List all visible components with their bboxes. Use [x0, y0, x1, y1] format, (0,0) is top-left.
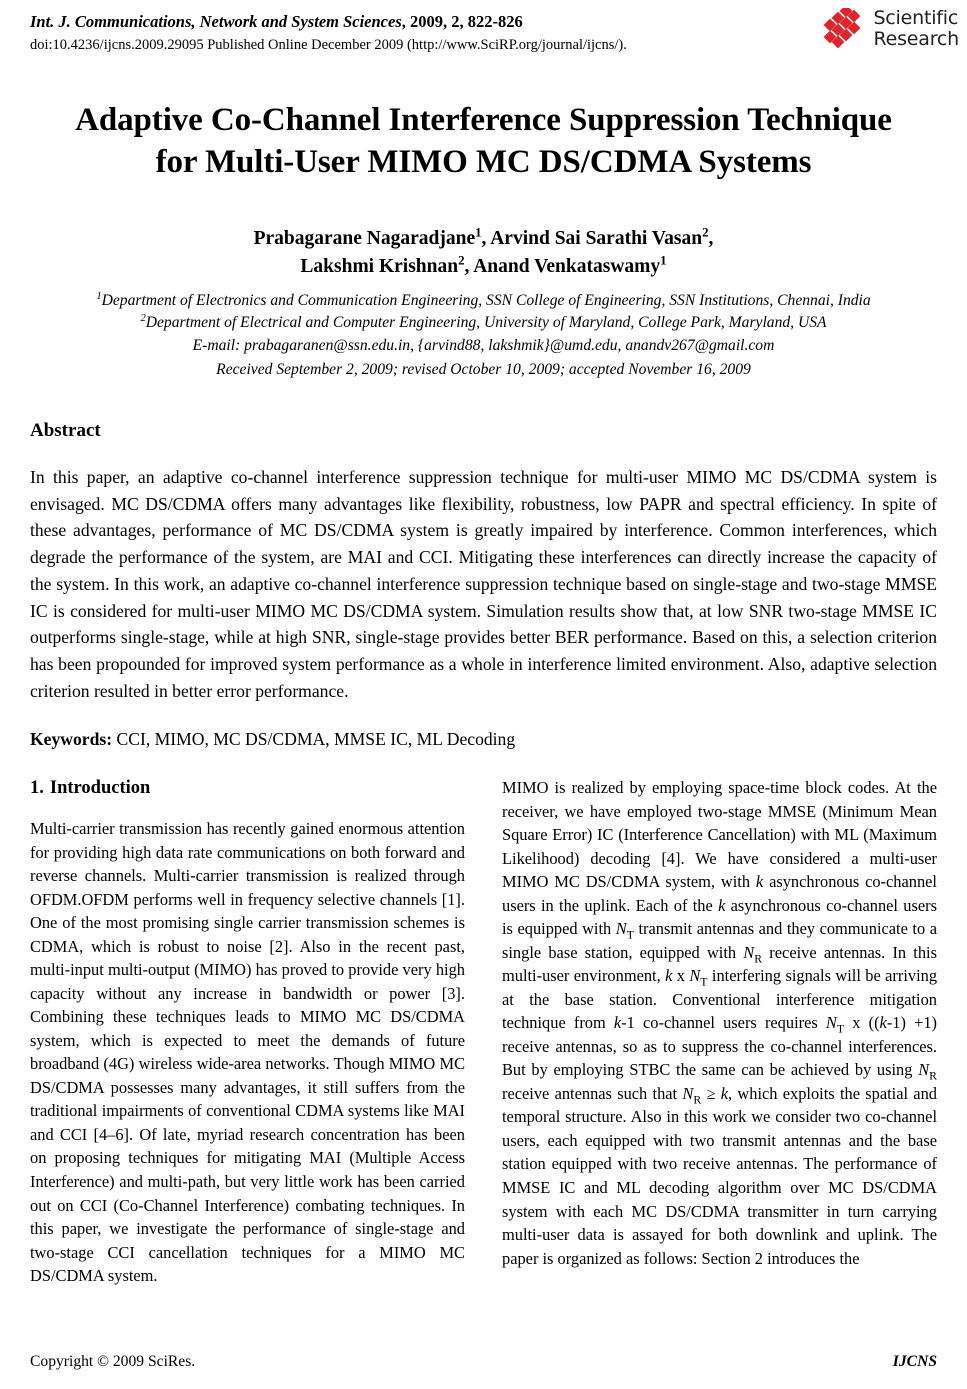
journal-citation-line [30, 11, 627, 33]
diamond-grid-icon [821, 8, 867, 52]
math-var-nt [615, 919, 634, 942]
math-var-subscript: T [700, 974, 708, 989]
keywords-label: Keywords: [30, 728, 113, 749]
paper-title [44, 100, 924, 183]
logo-line-scientific: Scientific [873, 7, 959, 29]
author-name: Lakshmi Krishnan [300, 255, 459, 277]
affiliation-2-text: Department of Electrical and Computer Engineering, University of Maryland, College Park, Maryland, USA [145, 314, 827, 332]
affiliation-1 [30, 290, 937, 313]
author-emails: E-mail: prabagaranen@ssn.edu.in, {arvind88, lakshmik}@umd.edu, anandv267@gmail.com [192, 336, 775, 354]
keywords-values: CCI, MIMO, MC DS/CDMA, MMSE IC, ML Decoding [112, 728, 516, 749]
intro-paragraph-right [502, 776, 937, 1270]
author-name: , Anand Venkataswamy [464, 255, 661, 277]
footer-copyright: Copyright © 2009 SciRes. [30, 1353, 196, 1370]
math-var-subscript: R [929, 1068, 937, 1083]
paper-title-line-1: Adaptive Co-Channel Interference Suppression Technique [75, 102, 892, 138]
section-title: Introduction [49, 777, 151, 798]
math-var-nt [825, 1013, 845, 1036]
author-list [30, 225, 937, 280]
received-dates: Received September 2, 2009; revised October 10, 2009; accepted November 16, 2009 [216, 361, 751, 379]
math-var-subscript: R [693, 1092, 702, 1107]
text-run: receive antennas such that [502, 1083, 683, 1103]
affiliation-2 [30, 312, 937, 335]
author-affiliation-marker: 2 [458, 253, 465, 268]
section-heading-introduction [30, 776, 465, 800]
math-var-nt [689, 966, 708, 989]
text-run: x (( [844, 1013, 880, 1033]
math-var-k: k [718, 895, 726, 915]
affiliation-block [30, 290, 937, 358]
page-footer [30, 1353, 937, 1371]
math-var-subscript: R [754, 950, 763, 965]
math-var-base: N [825, 1013, 837, 1033]
text-run: -1) +1) receive antennas, so as to suppress the co-channel interferences. But by employing STBC the same can be achieved by using [502, 1013, 937, 1080]
math-var-subscript: T [626, 927, 634, 942]
column-left [30, 776, 465, 1288]
author-line-2 [30, 253, 937, 281]
math-var-subscript: T [836, 1021, 845, 1036]
text-run: ≥ [701, 1083, 721, 1103]
body-columns [30, 776, 937, 1288]
math-var-base: N [615, 919, 627, 939]
keywords-line [30, 726, 937, 752]
author-affiliation-marker: 1 [475, 225, 482, 240]
math-var-base: N [689, 966, 701, 986]
author-name: , Arvind Sai Sarathi Vasan [481, 228, 703, 250]
publisher-logo-text [873, 8, 959, 51]
text-run: transmit antennas and they communicate to a single base station, equipped with [502, 919, 937, 962]
text-run: asynchronous co-channel users is equipped with [502, 895, 937, 939]
math-var-base: N [918, 1060, 930, 1080]
author-name: Prabagarane Nagaradjane [253, 228, 476, 250]
author-separator: , [708, 228, 714, 250]
logo-line-research: Research [873, 28, 959, 51]
column-right [502, 776, 937, 1288]
text-run: receive antennas. In this multi-user environment, [502, 942, 937, 986]
math-var-k: k [879, 1013, 887, 1033]
math-var-k: k [755, 872, 764, 892]
text-run: , which exploits the spatial and temporal structure. Also in this work we consider two co-channel users, each equipped with two transmit antennas and the base station equipped with two receive antennas. The performance of MMSE IC and ML decoding algorithm over MC DS/CDMA system with each MC DS/CDMA transmitter in turn carrying multi-user data is assayed for both downlink and uplink. The paper is organized as follows: Section 2 introduces the [502, 1083, 937, 1268]
math-var-base: N [743, 942, 755, 962]
math-var-k: k [665, 966, 673, 986]
masthead-text [30, 10, 627, 56]
paper-title-line-2: for Multi-User MIMO MC DS/CDMA Systems [155, 143, 812, 180]
affiliation-marker: 2 [140, 312, 146, 324]
journal-name: Int. J. Communications, Network and System Sciences [30, 12, 402, 31]
affiliation-1-text: Department of Electronics and Communication Engineering, SSN College of Engineering, SSN Institutions, Chennai, India [101, 291, 871, 309]
text-run: x [672, 966, 690, 986]
affiliation-marker: 1 [96, 290, 102, 302]
text-run: MIMO is realized by employing space-time block codes. At the receiver, we have employed two-stage MMSE (Minimum Mean Square Error) IC (Interference Cancellation) with ML (Maximum Likelihood) decoding [4]. We have considered a multi-user MIMO MC DS/CDMA system, with [502, 777, 937, 892]
footer-journal-abbrev: IJCNS [892, 1353, 937, 1370]
author-affiliation-marker: 1 [660, 253, 667, 268]
publisher-logo [821, 8, 959, 52]
section-number: 1. [30, 777, 44, 798]
journal-issue: , 2009, 2, 822-826 [401, 12, 523, 31]
math-var-base: N [682, 1083, 694, 1103]
abstract-text: In this paper, an adaptive co-channel interference suppression technique for multi-user MIMO MC DS/CDMA system is envisaged. MC DS/CDMA offers many advantages like flexibility, robustness, low PAPR and spectral efficiency. In spite of these advantages, performance of MC DS/CDMA system is greatly impaired by interference. Common interferences, which degrade the performance of the system, are MAI and CCI. Mitigating these interferences can directly increase the capacity of the system. In this work, an adaptive co-channel interference suppression technique based on single-stage and two-stage MMSE IC is considered for multi-user MIMO MC DS/CDMA system. Simulation results show that, at low SNR two-stage MMSE IC outperforms single-stage, while at high SNR, single-stage provides better BER performance. Based on this, a selection criterion has been propounded for improved system performance as a whole in interference limited environment. Also, adaptive selection criterion resulted in better error performance. [30, 466, 937, 701]
text-run: asynchronous co-channel users in the uplink. Each of the [502, 872, 937, 915]
abstract-heading: Abstract [30, 419, 101, 441]
math-var-nr [918, 1060, 937, 1083]
text-run: interfering signals will be arriving at the base station. Conventional interference mitigation technique from [502, 966, 938, 1033]
math-var-nr [682, 1083, 702, 1107]
author-affiliation-marker: 2 [702, 225, 709, 240]
masthead [30, 7, 959, 66]
math-var-k: k [720, 1083, 729, 1103]
math-var-k: k [613, 1013, 622, 1033]
author-line-1 [30, 225, 937, 253]
doi-line: doi:10.4236/ijcns.2009.29095 Published Online December 2009 (http://www.SciRP.org/journal/ijcns/). [30, 37, 627, 54]
text-run: -1 co-channel users requires [621, 1013, 826, 1033]
intro-paragraph-left: Multi-carrier transmission has recently gained enormous attention for providing high data rate communications on both forward and reverse channels. Multi-carrier transmission is realized through OFDM.OFDM performs well in frequency selective channels [1]. One of the most promising single carrier transmission schemes is CDMA, which is robust to noise [2]. Also in the recent past, multi-input multi-output (MIMO) has proved to provide very high capacity without any increase in bandwidth or power [3]. Combining these techniques leads to MIMO MC DS/CDMA system, which is expected to meet the demands of future broadband (4G) wireless wide-area networks. Though MIMO MC DS/CDMA possesses many advantages, it still suffers from the traditional impairments of conventional CDMA systems like MAI and CCI [4–6]. Of late, myriad research concentration has been on proposing techniques for mitigating MAI (Multiple Access Interference) and multi-path, but very little work has been carried out on CCI (Co-Channel Interference) combating techniques. In this paper, we investigate the performance of single-stage and two-stage CCI cancellation techniques for a MIMO MC DS/CDMA system. [30, 819, 465, 1286]
math-var-nr [743, 942, 763, 965]
